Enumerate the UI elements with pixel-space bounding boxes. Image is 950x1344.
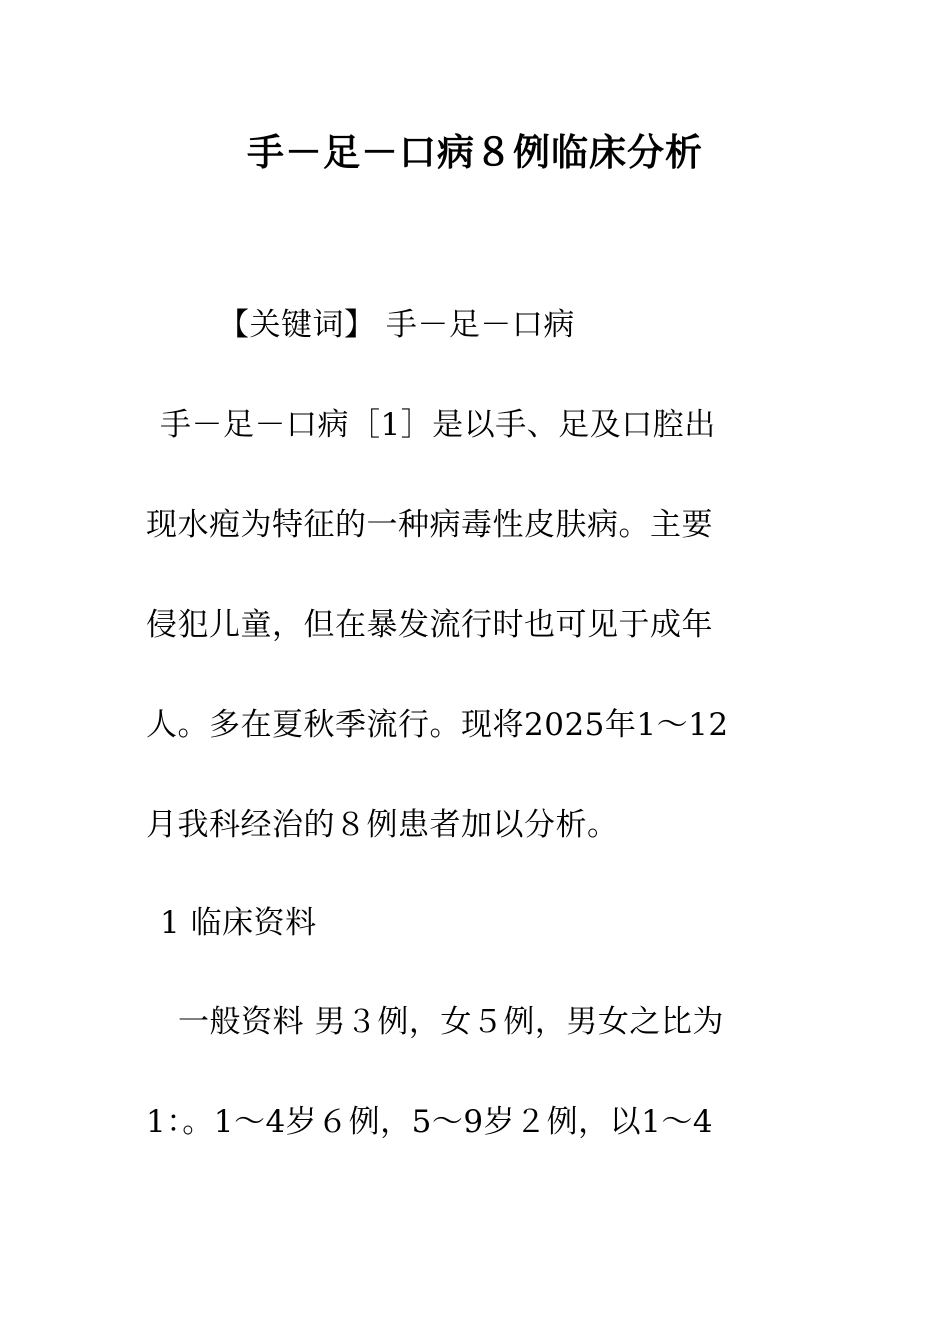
paragraph-line: 侵犯儿童，但在暴发流行时也可见于成年: [146, 607, 713, 643]
keywords-line: 【关键词】 手－足－口病: [218, 307, 575, 343]
paragraph-line: 月我科经治的８例患者加以分析。: [146, 807, 619, 843]
section-heading: 1 临床资料: [160, 905, 317, 941]
paragraph-line: 人。多在夏秋季流行。现将2025年1～12: [146, 707, 729, 743]
paragraph-line: 1：。1～4岁６例，5～9岁２例，以1～4: [146, 1104, 714, 1140]
paragraph-line: 手－足－口病［1］是以手、足及口腔出: [160, 407, 716, 443]
paragraph-line: 一般资料 男３例，女５例，男女之比为: [178, 1004, 724, 1040]
document-title: 手－足－口病８例临床分析: [247, 131, 703, 174]
paragraph-line: 现水疱为特征的一种病毒性皮肤病。主要: [146, 507, 713, 543]
